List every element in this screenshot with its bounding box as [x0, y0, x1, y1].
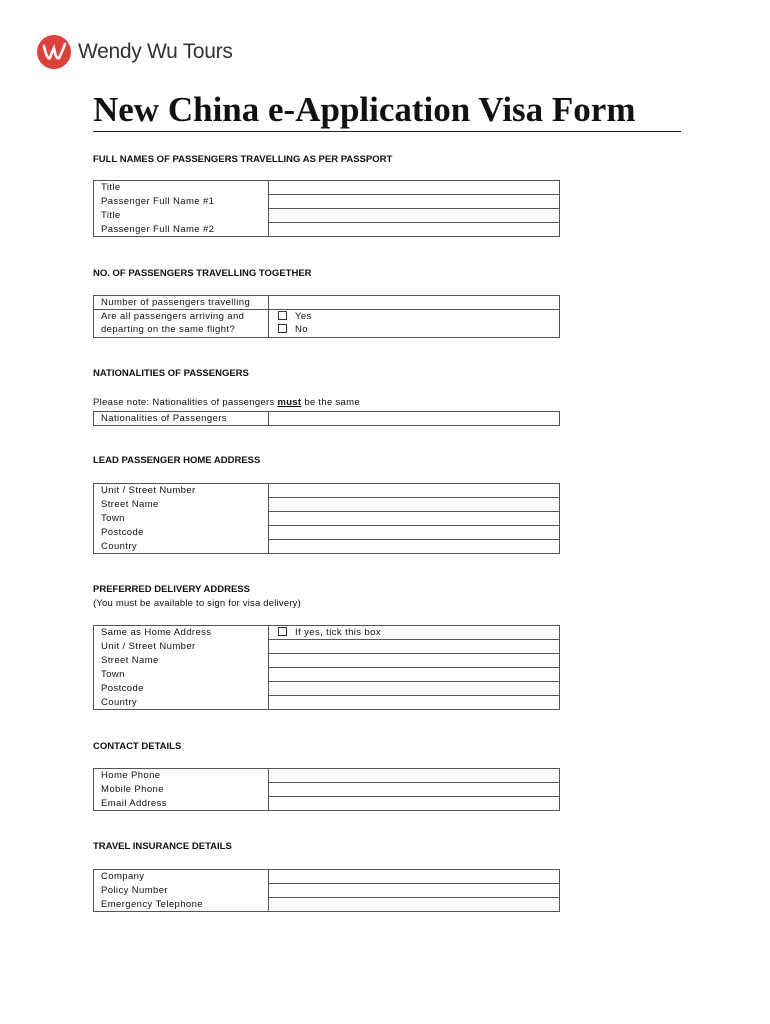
- delivery-unit-label: Unit / Street Number: [94, 640, 269, 654]
- table-row: [94, 540, 560, 554]
- mobile-phone-field[interactable]: [269, 783, 560, 797]
- passenger-2-field[interactable]: [269, 223, 560, 237]
- same-flight-label: [94, 310, 269, 338]
- names-heading: FULL NAMES OF PASSENGERS TRAVELLING AS PER PASSPORT: [93, 154, 393, 165]
- delivery-street-label: Street Name: [94, 654, 269, 668]
- home-country-label: Country: [94, 540, 269, 554]
- table-row: [94, 209, 560, 223]
- table-row: [94, 181, 560, 195]
- contact-table: [93, 768, 560, 811]
- wendy-wu-logo-icon: [36, 34, 72, 70]
- same-flight-label-line1: Are all passengers arriving and: [101, 311, 245, 322]
- passenger-2-label: Passenger Full Name #2: [94, 223, 269, 237]
- home-address-heading: LEAD PASSENGER HOME ADDRESS: [93, 455, 261, 466]
- no-option[interactable]: [278, 323, 559, 336]
- table-row: [94, 668, 560, 682]
- table-row: [94, 498, 560, 512]
- home-postcode-field[interactable]: [269, 526, 560, 540]
- table-row: [94, 884, 560, 898]
- count-table: [93, 295, 560, 338]
- email-label: Email Address: [94, 797, 269, 811]
- same-as-home-option-label: If yes, tick this box: [295, 627, 382, 638]
- insurance-table: [93, 869, 560, 912]
- nationality-note: [93, 397, 360, 408]
- home-town-label: Town: [94, 512, 269, 526]
- delivery-heading: PREFERRED DELIVERY ADDRESS: [93, 584, 250, 595]
- table-row: [94, 870, 560, 884]
- emergency-telephone-field[interactable]: [269, 898, 560, 912]
- delivery-postcode-label: Postcode: [94, 682, 269, 696]
- delivery-country-label: Country: [94, 696, 269, 710]
- brand-name: Wendy Wu Tours: [78, 40, 233, 63]
- same-as-home-checkbox[interactable]: [278, 627, 287, 636]
- delivery-country-field[interactable]: [269, 696, 560, 710]
- delivery-table: [93, 625, 560, 710]
- policy-number-field[interactable]: [269, 884, 560, 898]
- delivery-unit-field[interactable]: [269, 640, 560, 654]
- table-row: [94, 223, 560, 237]
- table-row: [94, 484, 560, 498]
- passenger-count-field[interactable]: [269, 296, 560, 310]
- title-label-2: Title: [94, 209, 269, 223]
- nationalities-label: Nationalities of Passengers: [94, 412, 269, 426]
- table-row: [94, 412, 560, 426]
- table-row: [94, 296, 560, 310]
- table-row: [94, 696, 560, 710]
- passenger-1-label: Passenger Full Name #1: [94, 195, 269, 209]
- delivery-postcode-field[interactable]: [269, 682, 560, 696]
- yes-checkbox[interactable]: [278, 311, 287, 320]
- table-row: [94, 512, 560, 526]
- table-row: [94, 526, 560, 540]
- home-country-field[interactable]: [269, 540, 560, 554]
- title-label-1: Title: [94, 181, 269, 195]
- count-heading: NO. OF PASSENGERS TRAVELLING TOGETHER: [93, 268, 312, 279]
- home-phone-label: Home Phone: [94, 769, 269, 783]
- policy-number-label: Policy Number: [94, 884, 269, 898]
- table-row: [94, 783, 560, 797]
- table-row: [94, 640, 560, 654]
- delivery-town-field[interactable]: [269, 668, 560, 682]
- home-street-field[interactable]: [269, 498, 560, 512]
- insurance-heading: TRAVEL INSURANCE DETAILS: [93, 841, 232, 852]
- title-field-2[interactable]: [269, 209, 560, 223]
- same-flight-label-line2: departing on the same flight?: [101, 324, 236, 335]
- table-row: [94, 769, 560, 783]
- table-row: [94, 682, 560, 696]
- home-phone-field[interactable]: [269, 769, 560, 783]
- delivery-town-label: Town: [94, 668, 269, 682]
- same-flight-options: [269, 310, 560, 338]
- yes-label: Yes: [295, 311, 312, 322]
- title-field-1[interactable]: [269, 181, 560, 195]
- home-unit-field[interactable]: [269, 484, 560, 498]
- table-row: [94, 654, 560, 668]
- table-row: [94, 195, 560, 209]
- insurance-company-field[interactable]: [269, 870, 560, 884]
- names-table: [93, 180, 560, 237]
- insurance-company-label: Company: [94, 870, 269, 884]
- same-as-home-option[interactable]: [269, 626, 560, 640]
- yes-option[interactable]: [278, 310, 559, 323]
- nationalities-field[interactable]: [269, 412, 560, 426]
- emergency-telephone-label: Emergency Telephone: [94, 898, 269, 912]
- home-street-label: Street Name: [94, 498, 269, 512]
- home-town-field[interactable]: [269, 512, 560, 526]
- email-field[interactable]: [269, 797, 560, 811]
- table-row: [94, 310, 560, 338]
- mobile-phone-label: Mobile Phone: [94, 783, 269, 797]
- home-address-table: [93, 483, 560, 554]
- table-row: [94, 898, 560, 912]
- no-checkbox[interactable]: [278, 324, 287, 333]
- page-title: New China e-Application Visa Form: [93, 90, 681, 132]
- note-text-before: Please note: Nationalities of passengers: [93, 397, 278, 408]
- home-unit-label: Unit / Street Number: [94, 484, 269, 498]
- passenger-count-label: Number of passengers travelling: [94, 296, 269, 310]
- note-text-after: be the same: [301, 397, 360, 408]
- no-label: No: [295, 324, 308, 335]
- passenger-1-field[interactable]: [269, 195, 560, 209]
- delivery-subheading: (You must be available to sign for visa delivery): [93, 598, 301, 609]
- note-emphasis: must: [277, 397, 302, 408]
- home-postcode-label: Postcode: [94, 526, 269, 540]
- delivery-street-field[interactable]: [269, 654, 560, 668]
- contact-heading: CONTACT DETAILS: [93, 741, 182, 752]
- nationality-table: [93, 411, 560, 426]
- same-as-home-label: Same as Home Address: [94, 626, 269, 640]
- brand-logo: [36, 34, 233, 70]
- table-row: [94, 626, 560, 640]
- table-row: [94, 797, 560, 811]
- nationality-heading: NATIONALITIES OF PASSENGERS: [93, 368, 249, 379]
